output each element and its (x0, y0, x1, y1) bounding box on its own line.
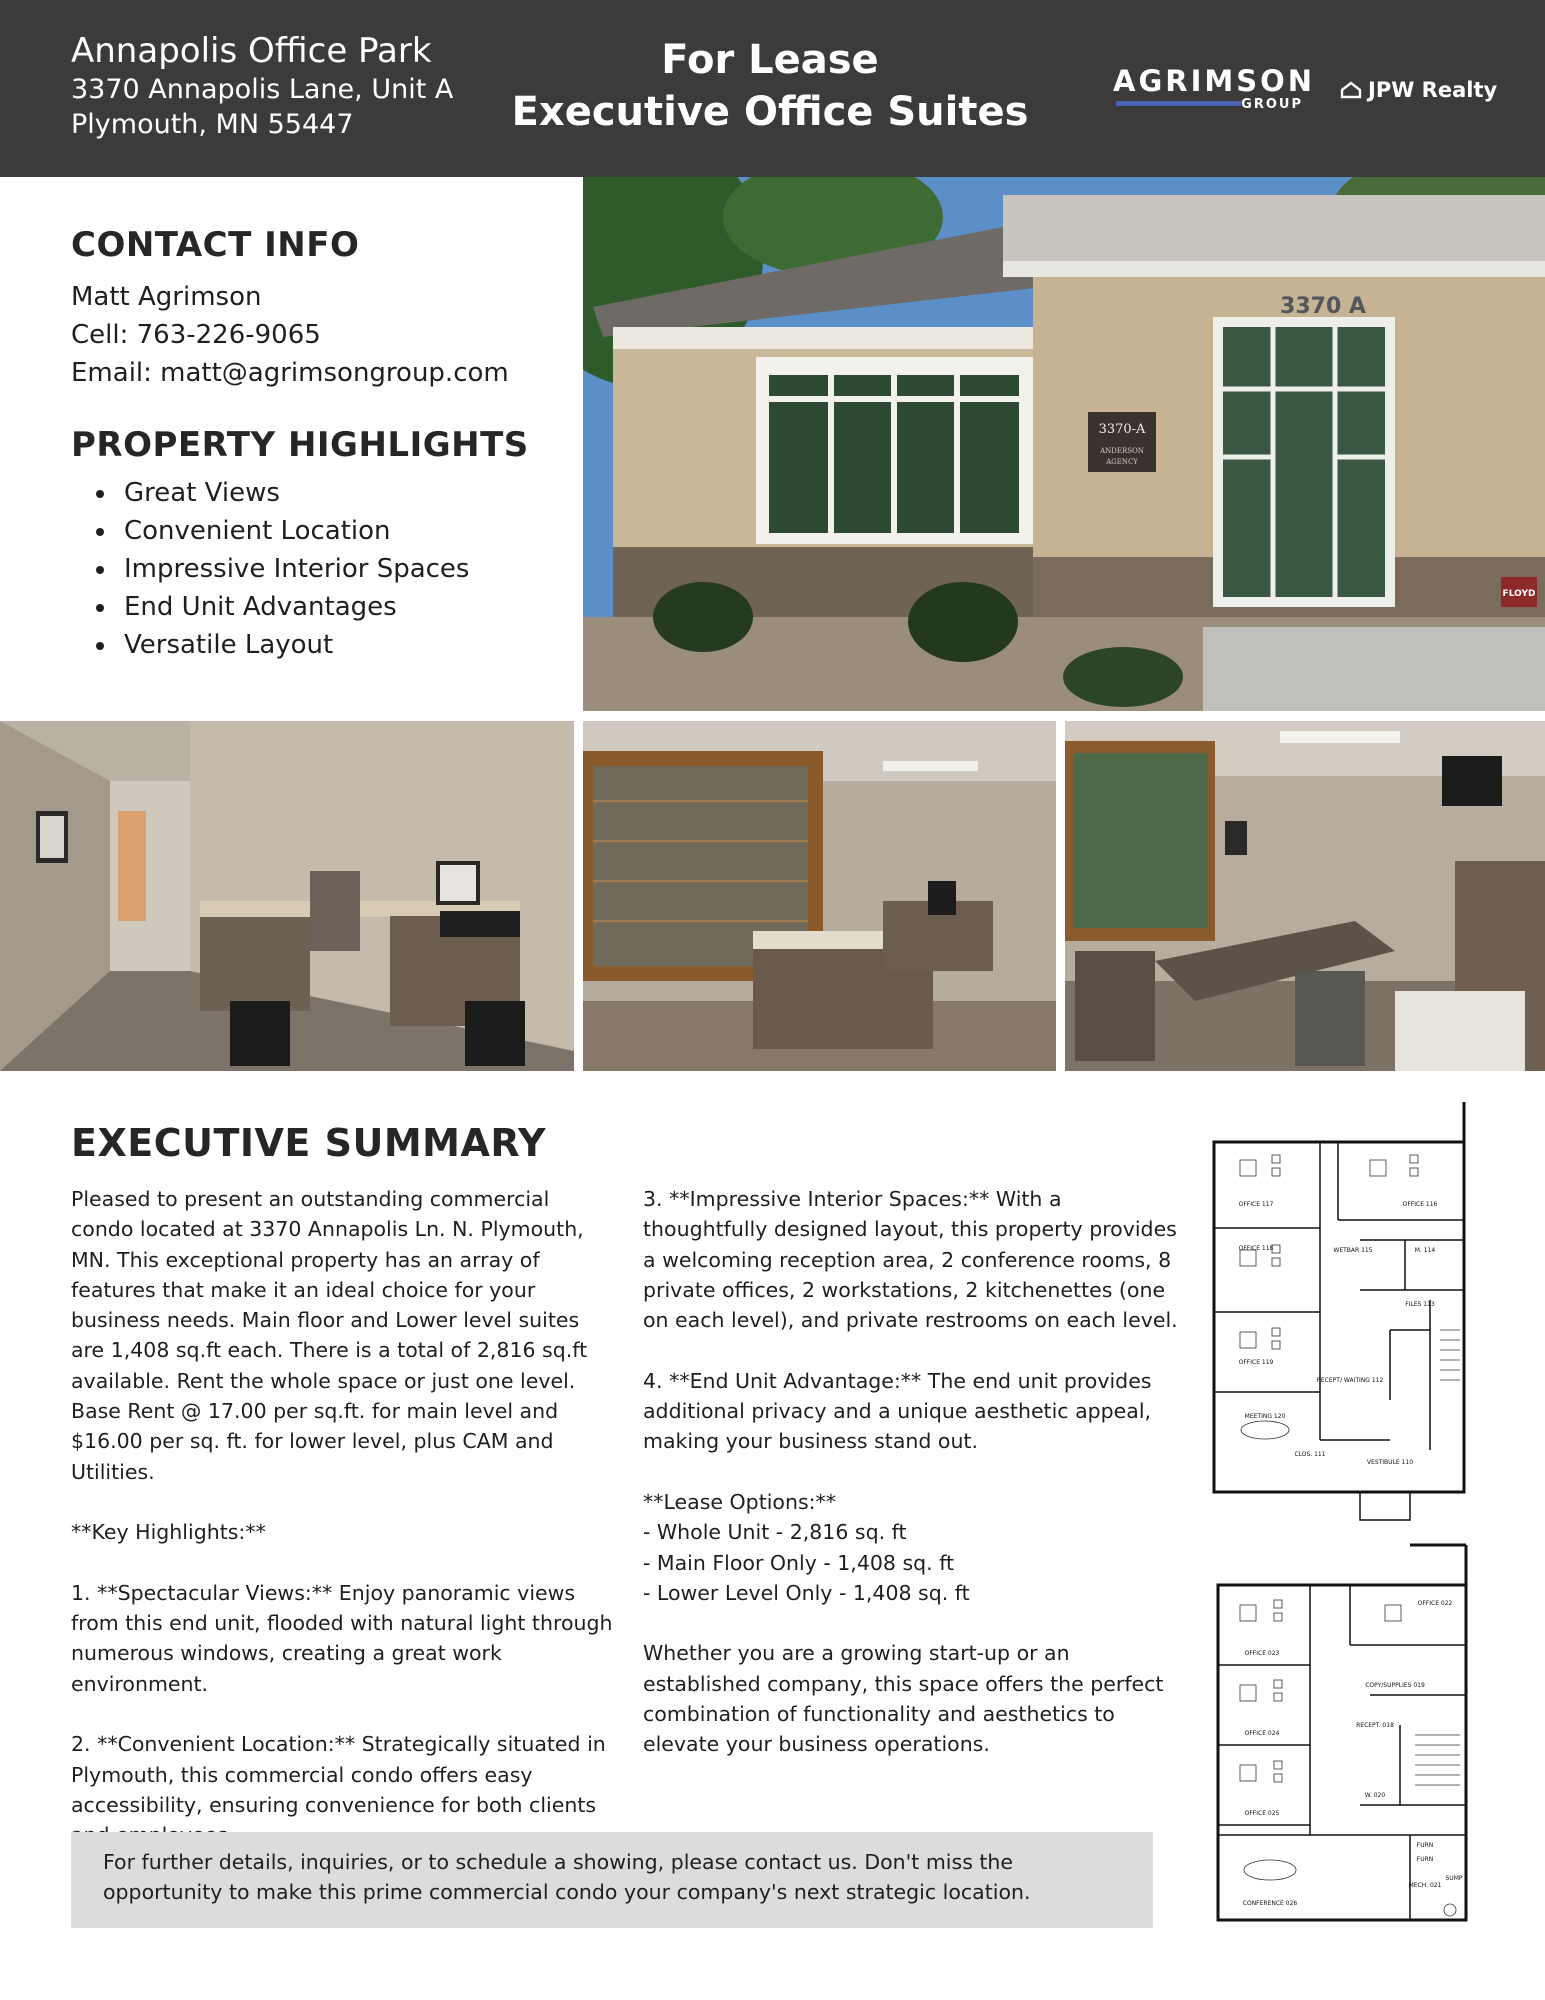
building-number: 3370 A (1280, 294, 1366, 319)
room-label: FURN (1416, 1856, 1434, 1863)
yard-sign-text: FLOYD (1502, 589, 1536, 599)
room-label: SUMP (1445, 1875, 1463, 1882)
unit-sign-number: 3370-A (1098, 422, 1146, 437)
floor-plan-lower-level (1210, 1535, 1475, 1935)
key-highlights-heading: **Key Highlights:** (71, 1520, 266, 1545)
room-label: WETBAR 115 (1333, 1247, 1373, 1254)
lease-options (643, 1487, 1178, 1608)
unit-sign-name: ANDERSON (1100, 447, 1144, 455)
room-label: OFFICE 117 (1238, 1201, 1274, 1208)
exterior-photo (583, 177, 1545, 711)
highlight-location: 2. **Convenient Location:** Strategically situated in Plymouth, this commercial condo offers easy accessibility, ensuring convenience for both clients (71, 1732, 606, 1817)
contact-name: Matt Agrimson (71, 282, 262, 312)
interior-photo-conference (1065, 721, 1545, 1071)
room-label: OFFICE 119 (1238, 1359, 1274, 1366)
address-line-1: 3370 Annapolis Lane, Unit A (71, 74, 454, 105)
contact-details (71, 278, 509, 392)
list-item: • End Unit Advantages (118, 588, 469, 626)
lease-option: - Lower Level Only - 1,408 sq. ft (643, 1580, 970, 1605)
summary-left-column (71, 1184, 616, 1851)
jpw-logo-text: JPW Realty (1368, 78, 1498, 102)
room-label: FILES 113 (1405, 1301, 1435, 1308)
summary-right-column (643, 1184, 1178, 1760)
room-label: OFFICE 022 (1417, 1600, 1453, 1607)
list-item: • Impressive Interior Spaces (118, 550, 469, 588)
interior-photo-hallway (0, 721, 574, 1071)
highlight-interior: 3. **Impressive Interior Spaces:** With a thoughtfully designed layout, this property provides a welcoming reception area, 2 conference rooms, 8 private offices, 2 workstations, 2 kitchenettes (one on each level), and private restrooms on each level. (643, 1187, 1178, 1333)
room-label: COPY/SUPPLIES 019 (1365, 1682, 1425, 1689)
title-line-2: Executive Office Suites (511, 89, 1029, 135)
agrimson-group-logo (1113, 64, 1316, 112)
list-item: • Convenient Location (118, 512, 469, 550)
summary-intro: Pleased to present an outstanding commercial condo located at 3370 Annapolis Ln. N. Plymouth, MN. This exceptional property has an array of features that make it an ideal choice for your business needs. Main floor and Lower level suites are 1,408 sq.ft each. There is a total of 2,816 sq.ft available. Rent the whole space or just one level. Base Rent @ 17.00 per sq.ft. for main level and $16.00 per sq. ft. for lower level, plus CAM and Utilities. (71, 1187, 588, 1484)
room-label: OFFICE 118 (1238, 1245, 1274, 1252)
call-to-action-text: For further details, inquiries, or to schedule a showing, please contact us. Don't miss the opportunity to make this prime commercial condo your company's next strategic location. (103, 1850, 1031, 1904)
agrimson-logo-sub: GROUP (1241, 97, 1303, 112)
header-band (0, 0, 1545, 177)
room-label: FURN (1416, 1842, 1434, 1849)
contact-cell: Cell: 763-226-9065 (71, 320, 321, 350)
address-line-2: Plymouth, MN 55447 (71, 109, 354, 140)
lease-option: - Whole Unit - 2,816 sq. ft (643, 1520, 907, 1545)
jpw-realty-logo (1340, 78, 1497, 102)
list-item: • Versatile Layout (118, 626, 469, 664)
closing-paragraph: Whether you are a growing start-up or an established company, this space offers the perfect combination of functionality and aesthetics to elevate your business operations. (643, 1641, 1164, 1757)
highlight-end-unit: 4. **End Unit Advantage:** The end unit provides additional privacy and a unique aesthetic appeal, making your business stand out. (643, 1368, 1152, 1454)
room-label: MECH. 021 (1408, 1882, 1442, 1889)
room-label: OFFICE 025 (1244, 1810, 1280, 1817)
listing-title (480, 34, 1060, 138)
lease-options-heading: **Lease Options:** (643, 1489, 837, 1514)
room-label: RECEPT/ WAITING 112 (1316, 1377, 1384, 1384)
room-label: M. 114 (1414, 1247, 1436, 1254)
room-label: CLOS. 111 (1294, 1451, 1326, 1458)
room-label: VESTIBULE 110 (1366, 1459, 1414, 1466)
title-line-1: For Lease (661, 37, 879, 83)
room-label: OFFICE 023 (1244, 1650, 1280, 1657)
room-label: OFFICE 116 (1402, 1201, 1438, 1208)
room-label: W. 020 (1364, 1792, 1386, 1799)
unit-sign-agency: AGENCY (1106, 458, 1138, 466)
call-to-action-box (71, 1832, 1153, 1928)
agrimson-logo-word: AGRIMSON (1113, 64, 1316, 98)
contact-title: CONTACT INFO (71, 225, 360, 265)
property-address-block (71, 30, 453, 142)
lease-option: - Main Floor Only - 1,408 sq. ft (643, 1550, 955, 1575)
room-label: OFFICE 024 (1244, 1730, 1280, 1737)
house-icon (1340, 81, 1362, 99)
highlight-views: 1. **Spectacular Views:** Enjoy panoramic views from this end unit, flooded with natural light through numerous windows, creating a great work environment. (71, 1580, 613, 1696)
contact-email: Email: matt@agrimsongroup.com (71, 358, 509, 388)
floor-plan-main-level (1210, 1100, 1475, 1530)
highlights-title: PROPERTY HIGHLIGHTS (71, 425, 529, 465)
room-label: RECEPT. 018 (1356, 1722, 1394, 1729)
interior-photo-office (583, 721, 1056, 1071)
room-label: CONFERENCE 026 (1242, 1900, 1298, 1907)
executive-summary-title: EXECUTIVE SUMMARY (71, 1121, 547, 1165)
logo-underline (1116, 101, 1241, 106)
room-label: MEETING 120 (1244, 1413, 1286, 1420)
property-name: Annapolis Office Park (71, 31, 432, 71)
highlights-list (92, 474, 469, 664)
list-item: • Great Views (118, 474, 469, 512)
